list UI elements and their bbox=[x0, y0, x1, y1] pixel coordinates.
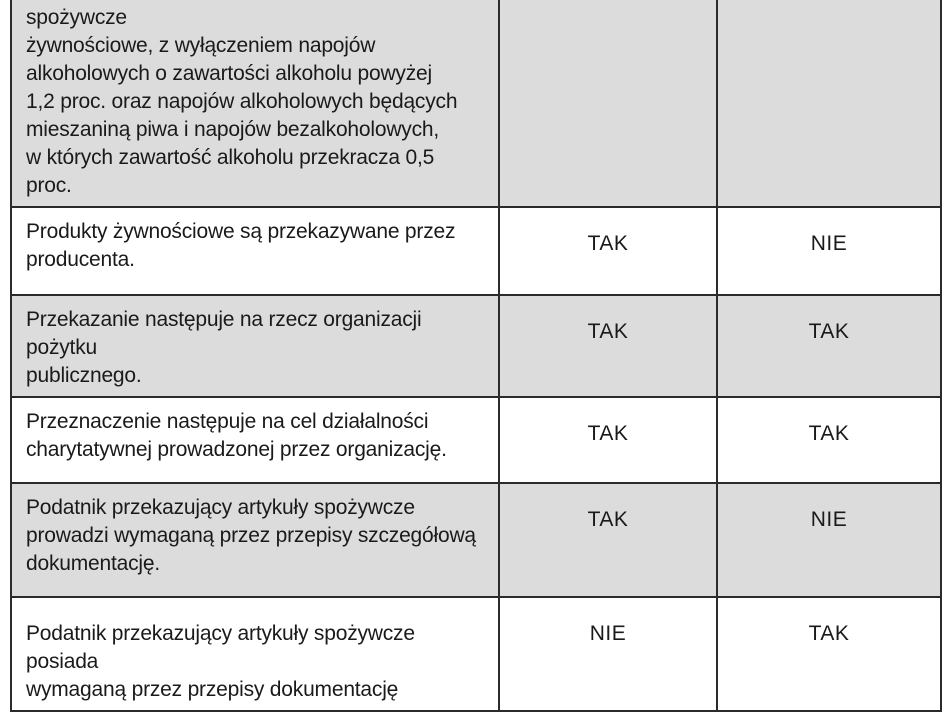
value-cell-b: TAK bbox=[717, 295, 941, 397]
value-cell-a: TAK bbox=[499, 207, 717, 295]
table-row bbox=[11, 597, 941, 711]
condition-line: Podatnik przekazujący artykuły spożywcze posiada bbox=[26, 622, 415, 673]
value-cell-a: TAK bbox=[499, 295, 717, 397]
condition-line: Produkty żywnościowe są przekazywane przez bbox=[26, 220, 456, 243]
condition-line: Przekazanie następuje na rzecz organizacji pożytku bbox=[26, 308, 422, 359]
condition-line: alkoholowych o zawartości alkoholu powyżej bbox=[26, 62, 432, 85]
condition-line: dokumentację. bbox=[26, 552, 160, 575]
condition-cell bbox=[11, 397, 499, 483]
value-cell-b: TAK bbox=[717, 397, 941, 483]
condition-line: 1,2 proc. oraz napojów alkoholowych będących bbox=[26, 90, 458, 113]
condition-cell bbox=[11, 597, 499, 711]
condition-cell bbox=[11, 0, 499, 207]
table-row bbox=[11, 483, 941, 597]
value-cell-b bbox=[717, 0, 941, 207]
value-cell-b: TAK bbox=[717, 597, 941, 711]
table-row bbox=[11, 207, 941, 295]
condition-cell bbox=[11, 295, 499, 397]
condition-line: prowadzi wymaganą przez przepisy szczegółową bbox=[26, 524, 476, 547]
condition-line: Podatnik przekazujący artykuły spożywcze bbox=[26, 496, 415, 519]
value-cell-a: NIE bbox=[499, 597, 717, 711]
condition-line: mieszaniną piwa i napojów bezalkoholowych, bbox=[26, 118, 440, 141]
condition-cell bbox=[11, 483, 499, 597]
condition-line: wymaganą przez przepisy dokumentację bbox=[26, 678, 399, 701]
comparison-table bbox=[10, 0, 942, 712]
condition-line: charytatywnej prowadzonej przez organizację. bbox=[26, 438, 447, 461]
condition-line: producenta. bbox=[26, 248, 135, 271]
condition-line: publicznego. bbox=[26, 364, 142, 387]
table-row bbox=[11, 0, 941, 207]
value-cell-b: NIE bbox=[717, 483, 941, 597]
condition-line: Przeznaczenie następuje na cel działalności bbox=[26, 410, 429, 433]
value-cell-b: NIE bbox=[717, 207, 941, 295]
condition-line: w których zawartość alkoholu przekracza 0,5 proc. bbox=[26, 146, 435, 197]
table-row bbox=[11, 295, 941, 397]
value-cell-a bbox=[499, 0, 717, 207]
table-row bbox=[11, 397, 941, 483]
condition-line: żywnościowe, z wyłączeniem napojów bbox=[26, 34, 376, 57]
value-cell-a: TAK bbox=[499, 397, 717, 483]
condition-cell bbox=[11, 207, 499, 295]
value-cell-a: TAK bbox=[499, 483, 717, 597]
condition-line: spożywcze bbox=[26, 6, 127, 29]
